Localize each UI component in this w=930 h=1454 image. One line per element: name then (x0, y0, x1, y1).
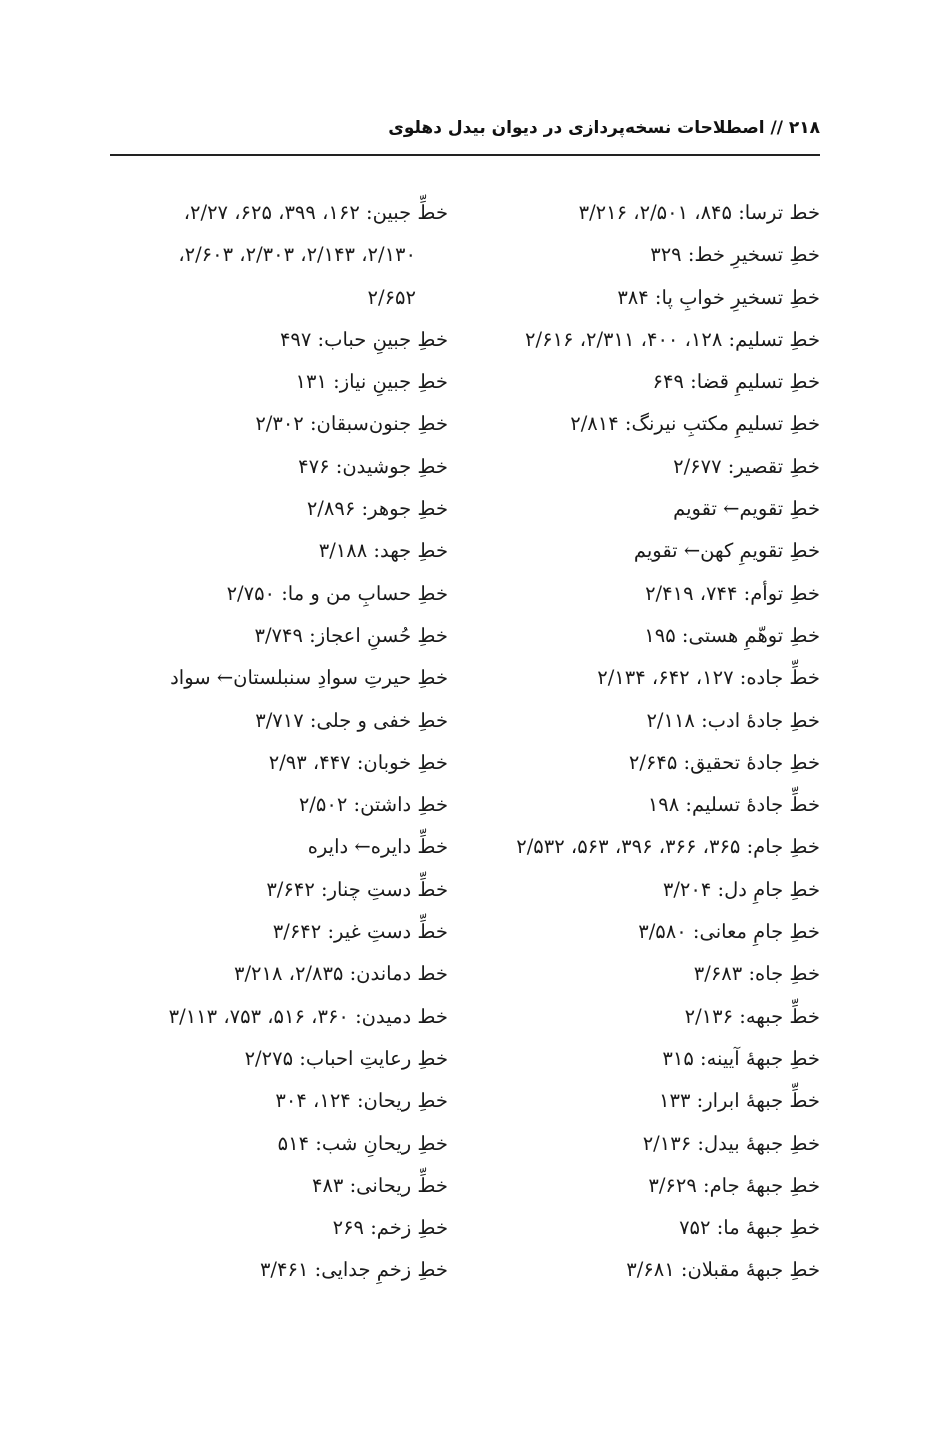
index-entry: خطِ جهد: ۳/۱۸۸ (318, 539, 448, 563)
index-entry: خطِ خوبان: ۴۴۷، ۲/۹۳ (268, 750, 448, 774)
index-entry: خطِ تسلیمِ قضا: ۶۴۹ (652, 370, 820, 394)
index-entry: خطِ خفی و جلی: ۳/۷۱۷ (255, 708, 448, 732)
index-entry: خطِ توأم: ۷۴۴، ۲/۴۱۹ (645, 581, 820, 605)
index-entry: خطِ جبههٔ ما: ۷۵۲ (679, 1216, 820, 1240)
index-entry: خطِّ دستِ غیر: ۳/۶۴۲ (272, 920, 448, 944)
index-entry: خطِ تسخیرِ خط: ۳۲۹ (650, 243, 820, 267)
index-entry: خطِّ جبههٔ ابرار: ۱۳۳ (659, 1089, 820, 1113)
index-entry: خطِ تقویم← تقویم (673, 497, 820, 521)
index-entry: خط دمیدن: ۳۶۰، ۵۱۶، ۷۵۳، ۳/۱۱۳ (168, 1004, 448, 1028)
index-entry: خطِّ ریحانی: ۴۸۳ (311, 1173, 448, 1197)
index-entry: خطِ جادهٔ تحقیق: ۲/۶۴۵ (628, 750, 820, 774)
index-entry: خطِ جبههٔ بیدل: ۲/۱۳۶ (642, 1131, 820, 1155)
index-entry: خطِ رعایتِ احباب: ۲/۲۷۵ (244, 1046, 448, 1070)
index-entry: خطِ تقصیر: ۲/۶۷۷ (673, 454, 820, 478)
index-column-right (480, 196, 820, 1296)
running-header: ۲۱۸ // اصطلاحات نسخه‌پردازی در دیوان بیدل دهلوی (388, 118, 820, 138)
index-entry: خطِ حُسنِ اعجاز: ۳/۷۴۹ (254, 623, 448, 647)
index-entry: خطِ جبههٔ مقبلان: ۳/۶۸۱ (626, 1258, 820, 1282)
index-entry: خطِ تسلیمِ مکتبِ نیرنگ: ۲/۸۱۴ (570, 412, 820, 436)
index-entry: خطِ ریحانِ شب: ۵۱۴ (277, 1131, 448, 1155)
index-entry: خطِ حیرتِ سوادِ سنبلستان← سواد (170, 666, 448, 690)
index-entry: خطِ تسلیم: ۱۲۸، ۴۰۰، ۲/۳۱۱، ۲/۶۱۶ (525, 327, 820, 351)
index-entry: خطِ جوشیدن: ۴۷۶ (298, 454, 448, 478)
index-entry: خطِ جبینِ نیاز: ۱۳۱ (295, 370, 448, 394)
index-entry-continuation: ۲/۱۳۰، ۲/۱۴۳، ۲/۳۰۳، ۲/۶۰۳، (178, 243, 416, 267)
index-entry: خطِ جام: ۳۶۵، ۳۶۶، ۳۹۶، ۵۶۳، ۲/۵۳۲ (516, 835, 820, 859)
index-entry: خطِ جوهر: ۲/۸۹۶ (306, 497, 448, 521)
index-entry: خطِّ دایره← دایره (307, 835, 448, 859)
index-entry: خطِّ جادهٔ تسلیم: ۱۹۸ (647, 793, 820, 817)
index-entry: خطِ جنون‌سبقان: ۲/۳۰۲ (255, 412, 448, 436)
index-entry: خطِّ جبهه: ۲/۱۳۶ (684, 1004, 820, 1028)
index-entry: خطِ توهّمِ هستی: ۱۹۵ (644, 623, 820, 647)
header-rule (110, 154, 820, 156)
index-entry: خطِ جاه: ۳/۶۸۳ (693, 962, 820, 986)
index-entry: خطِ داشتن: ۲/۵۰۲ (298, 793, 448, 817)
index-entry: خطِ ریحان: ۱۲۴، ۳۰۴ (275, 1089, 448, 1113)
index-entry: خطِ جبههٔ جام: ۳/۶۲۹ (648, 1173, 820, 1197)
index-entry: خطِ جامِ دل: ۳/۲۰۴ (662, 877, 820, 901)
index-entry: خطِ زخمِ جدایی: ۳/۴۶۱ (259, 1258, 448, 1282)
index-entry: خطِ حسابِ من و ما: ۲/۷۵۰ (226, 581, 448, 605)
index-entry: خط ترسا: ۸۴۵، ۲/۵۰۱، ۳/۲۱۶ (578, 201, 820, 224)
index-entry: خطِ جادهٔ ادب: ۲/۱۱۸ (646, 708, 820, 732)
index-entry: خطِ تقویمِ کهن← تقویم (633, 539, 820, 563)
index-entry: خط دماندن: ۲/۸۳۵، ۳/۲۱۸ (233, 962, 448, 986)
index-column-left (98, 196, 448, 1296)
index-entry-continuation: ۲/۶۵۲ (367, 285, 416, 309)
index-entry: خطِ جبینِ حباب: ۴۹۷ (279, 327, 448, 351)
index-entry: خطِ تسخیرِ خوابِ پا: ۳۸۴ (617, 285, 820, 309)
index-entry: خطِ جامِ معانی: ۳/۵۸۰ (638, 920, 820, 944)
index-entry: خطِّ جبین: ۱۶۲، ۳۹۹، ۶۲۵، ۲/۲۷، (183, 201, 448, 224)
index-entry: خطِ جبههٔ آیینه: ۳۱۵ (662, 1046, 820, 1070)
index-entry: خطِّ دستِ چنار: ۳/۶۴۲ (266, 877, 448, 901)
index-entry: خطِ زخم: ۲۶۹ (332, 1216, 448, 1240)
index-entry: خطِّ جاده: ۱۲۷، ۶۴۲، ۲/۱۳۴ (597, 666, 820, 690)
